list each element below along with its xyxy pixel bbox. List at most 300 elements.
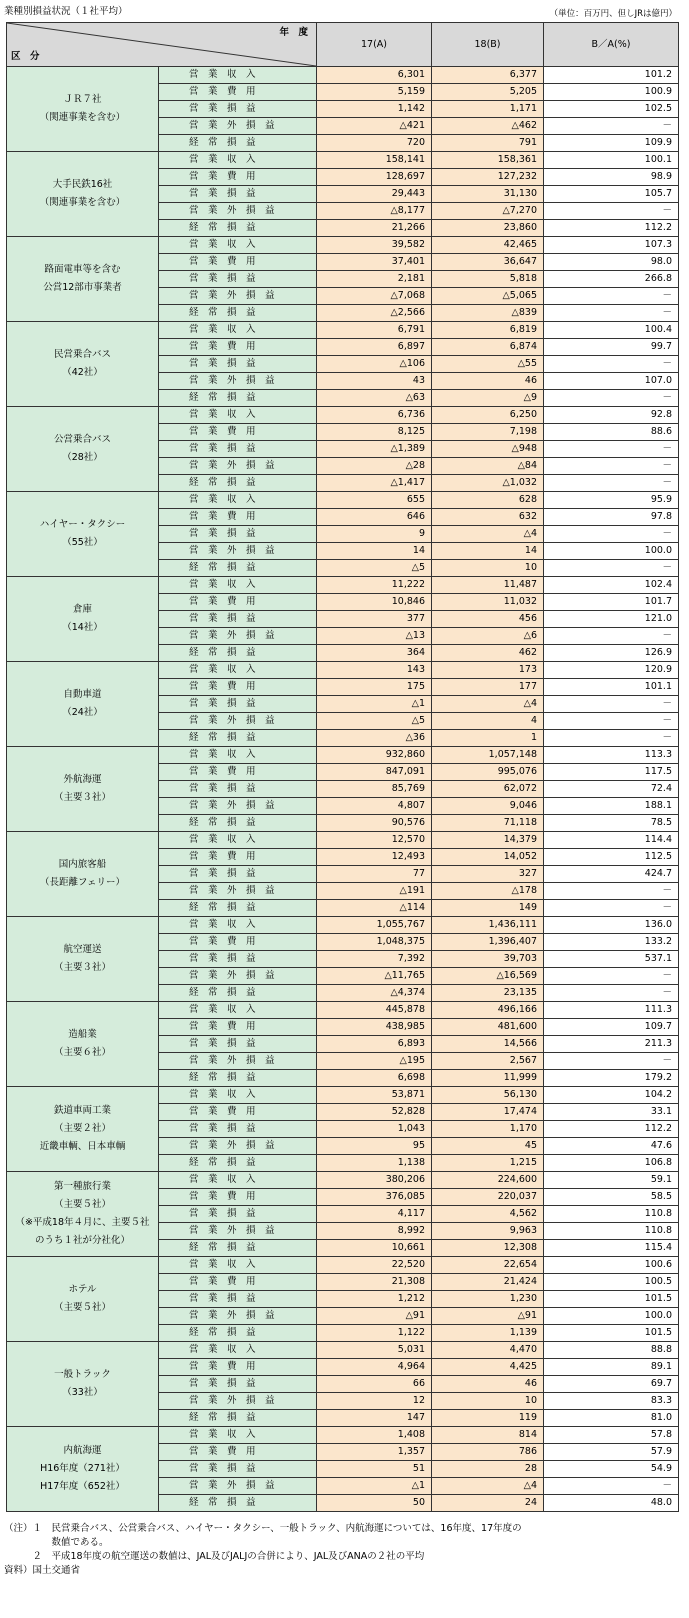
item-label: 経 常 損 益 [159, 1410, 317, 1427]
value-ratio: － [544, 475, 679, 492]
category-line: のうち１社が分社化） [34, 1235, 130, 1246]
value-17a: 1,122 [317, 1325, 432, 1342]
category-cell [7, 747, 159, 832]
item-label: 営 業 費 用 [159, 1189, 317, 1206]
item-label: 営 業 損 益 [159, 186, 317, 203]
value-18b: 632 [432, 509, 544, 526]
value-18b: 39,703 [432, 951, 544, 968]
table-row [7, 1172, 679, 1189]
value-ratio: 47.6 [544, 1138, 679, 1155]
value-17a: 21,266 [317, 220, 432, 237]
category-cell [7, 1342, 159, 1427]
value-ratio: 110.8 [544, 1206, 679, 1223]
category-line: ホテル [68, 1284, 97, 1295]
value-17a: 377 [317, 611, 432, 628]
value-17a: 8,992 [317, 1223, 432, 1240]
item-label: 営 業 収 入 [159, 237, 317, 254]
table-row [7, 832, 679, 849]
value-ratio: 101.2 [544, 67, 679, 84]
value-18b: 4 [432, 713, 544, 730]
item-label: 営 業 外 損 益 [159, 373, 317, 390]
value-17a: 12 [317, 1393, 432, 1410]
value-ratio: 101.7 [544, 594, 679, 611]
item-label: 経 常 損 益 [159, 1070, 317, 1087]
table-row [7, 917, 679, 934]
value-18b: 31,130 [432, 186, 544, 203]
item-label: 営 業 外 損 益 [159, 1478, 317, 1495]
value-17a: △91 [317, 1308, 432, 1325]
note-line: 数値である。 [4, 1537, 109, 1548]
table-row [7, 577, 679, 594]
item-label: 営 業 収 入 [159, 1257, 317, 1274]
item-label: 経 常 損 益 [159, 135, 317, 152]
value-17a: △8,177 [317, 203, 432, 220]
value-18b: 177 [432, 679, 544, 696]
category-cell [7, 662, 159, 747]
value-18b: 14,566 [432, 1036, 544, 1053]
value-17a: △5 [317, 560, 432, 577]
item-label: 営 業 収 入 [159, 1342, 317, 1359]
value-18b: 6,250 [432, 407, 544, 424]
category-line: 造船業 [68, 1029, 97, 1040]
value-18b: 173 [432, 662, 544, 679]
value-18b: △16,569 [432, 968, 544, 985]
value-18b: 23,135 [432, 985, 544, 1002]
item-label: 経 常 損 益 [159, 985, 317, 1002]
value-17a: 445,878 [317, 1002, 432, 1019]
value-18b: 11,999 [432, 1070, 544, 1087]
item-label: 営 業 費 用 [159, 1274, 317, 1291]
item-label: 経 常 損 益 [159, 1495, 317, 1512]
value-17a: △36 [317, 730, 432, 747]
value-17a: △1 [317, 1478, 432, 1495]
value-18b: 1,230 [432, 1291, 544, 1308]
value-18b: 14 [432, 543, 544, 560]
value-18b: 11,032 [432, 594, 544, 611]
value-18b: 21,424 [432, 1274, 544, 1291]
item-label: 営 業 外 損 益 [159, 883, 317, 900]
value-17a: △1,389 [317, 441, 432, 458]
value-18b: 149 [432, 900, 544, 917]
table-row [7, 747, 679, 764]
value-18b: △55 [432, 356, 544, 373]
item-label: 営 業 損 益 [159, 526, 317, 543]
value-18b: 9,963 [432, 1223, 544, 1240]
item-label: 営 業 費 用 [159, 1019, 317, 1036]
value-17a: 90,576 [317, 815, 432, 832]
value-17a: 380,206 [317, 1172, 432, 1189]
value-17a: 8,125 [317, 424, 432, 441]
value-18b: 1,170 [432, 1121, 544, 1138]
category-line: 第一種旅行業 [53, 1181, 111, 1192]
item-label: 営 業 費 用 [159, 84, 317, 101]
value-18b: 22,654 [432, 1257, 544, 1274]
item-label: 営 業 収 入 [159, 1427, 317, 1444]
value-18b: △4 [432, 1478, 544, 1495]
value-18b: △4 [432, 526, 544, 543]
item-label: 営 業 費 用 [159, 509, 317, 526]
value-ratio: － [544, 526, 679, 543]
value-17a: △28 [317, 458, 432, 475]
note-line: （注）１ 民営乗合バス、公営乗合バス、ハイヤー・タクシー、一般トラック、内航海運については、16年度、17年度の [4, 1523, 522, 1534]
item-label: 経 常 損 益 [159, 1155, 317, 1172]
value-17a: 4,117 [317, 1206, 432, 1223]
diagonal-divider-line [7, 23, 316, 66]
value-18b: 814 [432, 1427, 544, 1444]
value-17a: 10,661 [317, 1240, 432, 1257]
item-label: 営 業 外 損 益 [159, 543, 317, 560]
value-18b: 17,474 [432, 1104, 544, 1121]
value-ratio: － [544, 560, 679, 577]
value-18b: 2,567 [432, 1053, 544, 1070]
value-17a: 77 [317, 866, 432, 883]
value-17a: 364 [317, 645, 432, 662]
value-18b: 36,647 [432, 254, 544, 271]
item-label: 営 業 外 損 益 [159, 968, 317, 985]
item-label: 営 業 損 益 [159, 356, 317, 373]
item-label: 営 業 費 用 [159, 679, 317, 696]
value-ratio: 211.3 [544, 1036, 679, 1053]
category-line: （関連事業を含む） [39, 112, 126, 123]
value-18b: 1 [432, 730, 544, 747]
item-label: 営 業 外 損 益 [159, 798, 317, 815]
table-row [7, 662, 679, 679]
value-ratio: 100.0 [544, 543, 679, 560]
value-18b: 4,562 [432, 1206, 544, 1223]
value-ratio: 83.3 [544, 1393, 679, 1410]
value-18b: △6 [432, 628, 544, 645]
item-label: 営 業 外 損 益 [159, 628, 317, 645]
column-header-ratio: B／A(%) [544, 23, 679, 67]
table-body [7, 67, 679, 1512]
category-line: （長距離フェリー） [39, 877, 126, 888]
value-ratio: 33.1 [544, 1104, 679, 1121]
item-label: 営 業 収 入 [159, 577, 317, 594]
value-17a: △114 [317, 900, 432, 917]
item-label: 営 業 損 益 [159, 866, 317, 883]
item-label: 営 業 損 益 [159, 611, 317, 628]
value-ratio: 100.9 [544, 84, 679, 101]
value-ratio: 112.2 [544, 1121, 679, 1138]
item-label: 営 業 外 損 益 [159, 118, 317, 135]
footnotes [4, 1522, 522, 1578]
value-18b: 1,171 [432, 101, 544, 118]
value-18b: 6,377 [432, 67, 544, 84]
value-18b: 10 [432, 560, 544, 577]
value-ratio: 136.0 [544, 917, 679, 934]
value-ratio: － [544, 1478, 679, 1495]
item-label: 経 常 損 益 [159, 390, 317, 407]
item-label: 経 常 損 益 [159, 220, 317, 237]
value-18b: 791 [432, 135, 544, 152]
value-ratio: 102.4 [544, 577, 679, 594]
value-ratio: － [544, 883, 679, 900]
value-18b: 5,205 [432, 84, 544, 101]
value-ratio: － [544, 390, 679, 407]
value-ratio: 121.0 [544, 611, 679, 628]
category-cell [7, 152, 159, 237]
value-18b: 24 [432, 1495, 544, 1512]
item-label: 営 業 費 用 [159, 169, 317, 186]
value-17a: 158,141 [317, 152, 432, 169]
value-17a: △1,417 [317, 475, 432, 492]
value-ratio: 57.8 [544, 1427, 679, 1444]
value-17a: 143 [317, 662, 432, 679]
value-17a: 11,222 [317, 577, 432, 594]
value-ratio: 92.8 [544, 407, 679, 424]
value-18b: 1,057,148 [432, 747, 544, 764]
item-label: 営 業 費 用 [159, 934, 317, 951]
item-label: 経 常 損 益 [159, 560, 317, 577]
category-line: 鉄道車両工業 [53, 1105, 111, 1116]
item-label: 経 常 損 益 [159, 645, 317, 662]
value-17a: 1,357 [317, 1444, 432, 1461]
value-17a: 22,520 [317, 1257, 432, 1274]
item-label: 営 業 損 益 [159, 781, 317, 798]
value-17a: △4,374 [317, 985, 432, 1002]
value-ratio: － [544, 713, 679, 730]
value-17a: 1,138 [317, 1155, 432, 1172]
item-label: 営 業 損 益 [159, 1461, 317, 1478]
value-ratio: 112.5 [544, 849, 679, 866]
value-17a: 1,142 [317, 101, 432, 118]
value-17a: 5,159 [317, 84, 432, 101]
category-line: 航空運送 [63, 944, 102, 955]
item-label: 営 業 外 損 益 [159, 458, 317, 475]
value-ratio: 58.5 [544, 1189, 679, 1206]
value-ratio: 97.8 [544, 509, 679, 526]
value-18b: 10 [432, 1393, 544, 1410]
value-18b: 1,139 [432, 1325, 544, 1342]
value-17a: 7,392 [317, 951, 432, 968]
item-label: 営 業 収 入 [159, 917, 317, 934]
item-label: 営 業 損 益 [159, 951, 317, 968]
value-ratio: － [544, 696, 679, 713]
category-line: 国内旅客船 [58, 859, 107, 870]
value-17a: 6,897 [317, 339, 432, 356]
value-17a: 720 [317, 135, 432, 152]
value-18b: 71,118 [432, 815, 544, 832]
value-ratio: 107.3 [544, 237, 679, 254]
category-line: （関連事業を含む） [39, 197, 126, 208]
value-17a: △195 [317, 1053, 432, 1070]
value-17a: 12,493 [317, 849, 432, 866]
value-ratio: 115.4 [544, 1240, 679, 1257]
category-line: 民営乗合バス [53, 349, 111, 360]
value-17a: 53,871 [317, 1087, 432, 1104]
item-label: 営 業 費 用 [159, 339, 317, 356]
value-ratio: 78.5 [544, 815, 679, 832]
value-17a: 12,570 [317, 832, 432, 849]
value-ratio: － [544, 1053, 679, 1070]
item-label: 営 業 外 損 益 [159, 713, 317, 730]
table-row [7, 1257, 679, 1274]
item-label: 営 業 費 用 [159, 594, 317, 611]
value-17a: 1,043 [317, 1121, 432, 1138]
table-row [7, 1427, 679, 1444]
value-ratio: 120.9 [544, 662, 679, 679]
value-ratio: 110.8 [544, 1223, 679, 1240]
item-label: 営 業 費 用 [159, 424, 317, 441]
value-17a: 6,736 [317, 407, 432, 424]
value-17a: 175 [317, 679, 432, 696]
value-18b: 62,072 [432, 781, 544, 798]
value-18b: △178 [432, 883, 544, 900]
value-18b: 6,874 [432, 339, 544, 356]
item-label: 経 常 損 益 [159, 730, 317, 747]
value-ratio: 114.4 [544, 832, 679, 849]
value-ratio: － [544, 730, 679, 747]
value-ratio: 72.4 [544, 781, 679, 798]
value-17a: 85,769 [317, 781, 432, 798]
value-18b: 46 [432, 1376, 544, 1393]
value-ratio: 109.7 [544, 1019, 679, 1036]
category-cell [7, 407, 159, 492]
value-18b: 12,308 [432, 1240, 544, 1257]
value-17a: 43 [317, 373, 432, 390]
value-18b: △5,065 [432, 288, 544, 305]
value-18b: 462 [432, 645, 544, 662]
item-label: 営 業 収 入 [159, 747, 317, 764]
kubun-label: 区 分 [11, 51, 40, 62]
table-row [7, 67, 679, 84]
category-line: （14社） [62, 622, 103, 633]
value-17a: 52,828 [317, 1104, 432, 1121]
value-17a: 128,697 [317, 169, 432, 186]
value-18b: 481,600 [432, 1019, 544, 1036]
value-18b: 496,166 [432, 1002, 544, 1019]
value-ratio: － [544, 458, 679, 475]
value-ratio: 54.9 [544, 1461, 679, 1478]
value-ratio: 109.9 [544, 135, 679, 152]
value-ratio: 104.2 [544, 1087, 679, 1104]
value-17a: 376,085 [317, 1189, 432, 1206]
year-label: 年 度 [279, 27, 308, 38]
category-cell [7, 1427, 159, 1512]
category-line: （主要２社） [53, 1123, 111, 1134]
value-17a: 50 [317, 1495, 432, 1512]
value-17a: 6,301 [317, 67, 432, 84]
category-cell [7, 1172, 159, 1257]
item-label: 営 業 収 入 [159, 1172, 317, 1189]
category-line: （42社） [62, 367, 103, 378]
value-17a: △421 [317, 118, 432, 135]
category-line: 自動車道 [63, 689, 102, 700]
item-label: 営 業 損 益 [159, 441, 317, 458]
value-17a: △63 [317, 390, 432, 407]
unit-note: （単位：百万円、但しJRは億円） [549, 9, 677, 19]
value-17a: 39,582 [317, 237, 432, 254]
value-18b: 45 [432, 1138, 544, 1155]
category-line: （主要５社） [53, 1302, 111, 1313]
value-17a: 1,055,767 [317, 917, 432, 934]
value-18b: 456 [432, 611, 544, 628]
table-row [7, 492, 679, 509]
value-18b: 786 [432, 1444, 544, 1461]
value-18b: 1,436,111 [432, 917, 544, 934]
category-cell [7, 322, 159, 407]
item-label: 営 業 外 損 益 [159, 288, 317, 305]
item-label: 営 業 収 入 [159, 1087, 317, 1104]
category-cell [7, 67, 159, 152]
header-corner [7, 23, 317, 67]
value-17a: △2,566 [317, 305, 432, 322]
value-17a: 6,893 [317, 1036, 432, 1053]
category-line: （主要３社） [53, 792, 111, 803]
value-17a: 14 [317, 543, 432, 560]
category-line: ハイヤー・タクシー [39, 519, 126, 530]
item-label: 営 業 損 益 [159, 1121, 317, 1138]
value-17a: 5,031 [317, 1342, 432, 1359]
value-18b: △7,270 [432, 203, 544, 220]
table-title: 業種別損益状況（１社平均） [4, 6, 128, 17]
value-18b: △4 [432, 696, 544, 713]
value-17a: 932,860 [317, 747, 432, 764]
item-label: 営 業 収 入 [159, 1002, 317, 1019]
note-line: ２ 平成18年度の航空運送の数値は、JAL及びJALJの合併により、JAL及びANAの２社の平均 [4, 1551, 425, 1562]
item-label: 営 業 収 入 [159, 67, 317, 84]
value-18b: 23,860 [432, 220, 544, 237]
value-17a: 2,181 [317, 271, 432, 288]
item-label: 営 業 外 損 益 [159, 1308, 317, 1325]
item-label: 営 業 収 入 [159, 407, 317, 424]
item-label: 営 業 外 損 益 [159, 1223, 317, 1240]
category-line: （33社） [62, 1387, 103, 1398]
category-line: （主要３社） [53, 962, 111, 973]
category-line: 一般トラック [54, 1369, 111, 1380]
category-cell [7, 832, 159, 917]
value-18b: 224,600 [432, 1172, 544, 1189]
value-18b: 4,425 [432, 1359, 544, 1376]
category-line: 公営12部市事業者 [43, 282, 122, 293]
value-18b: △9 [432, 390, 544, 407]
category-line: 倉庫 [72, 604, 92, 615]
category-line: 近畿車輌、日本車輌 [39, 1141, 126, 1152]
value-17a: 29,443 [317, 186, 432, 203]
value-17a: △5 [317, 713, 432, 730]
table-row [7, 1342, 679, 1359]
value-18b: 628 [432, 492, 544, 509]
value-ratio: － [544, 356, 679, 373]
value-18b: 327 [432, 866, 544, 883]
category-cell [7, 1087, 159, 1172]
table-row [7, 407, 679, 424]
item-label: 営 業 損 益 [159, 1376, 317, 1393]
value-18b: △839 [432, 305, 544, 322]
item-label: 営 業 費 用 [159, 1444, 317, 1461]
item-label: 経 常 損 益 [159, 900, 317, 917]
item-label: 営 業 費 用 [159, 849, 317, 866]
value-18b: 46 [432, 373, 544, 390]
value-18b: 14,052 [432, 849, 544, 866]
value-17a: 847,091 [317, 764, 432, 781]
value-17a: 6,791 [317, 322, 432, 339]
value-18b: △462 [432, 118, 544, 135]
value-17a: △7,068 [317, 288, 432, 305]
category-line: （主要５社） [53, 1199, 111, 1210]
value-ratio: 59.1 [544, 1172, 679, 1189]
value-ratio: － [544, 985, 679, 1002]
value-ratio: － [544, 203, 679, 220]
value-18b: 14,379 [432, 832, 544, 849]
profit-loss-table [6, 22, 679, 1512]
category-line: H17年度（652社） [40, 1481, 125, 1492]
value-ratio: － [544, 900, 679, 917]
item-label: 営 業 収 入 [159, 492, 317, 509]
table-row [7, 237, 679, 254]
value-ratio: 101.1 [544, 679, 679, 696]
value-18b: △1,032 [432, 475, 544, 492]
